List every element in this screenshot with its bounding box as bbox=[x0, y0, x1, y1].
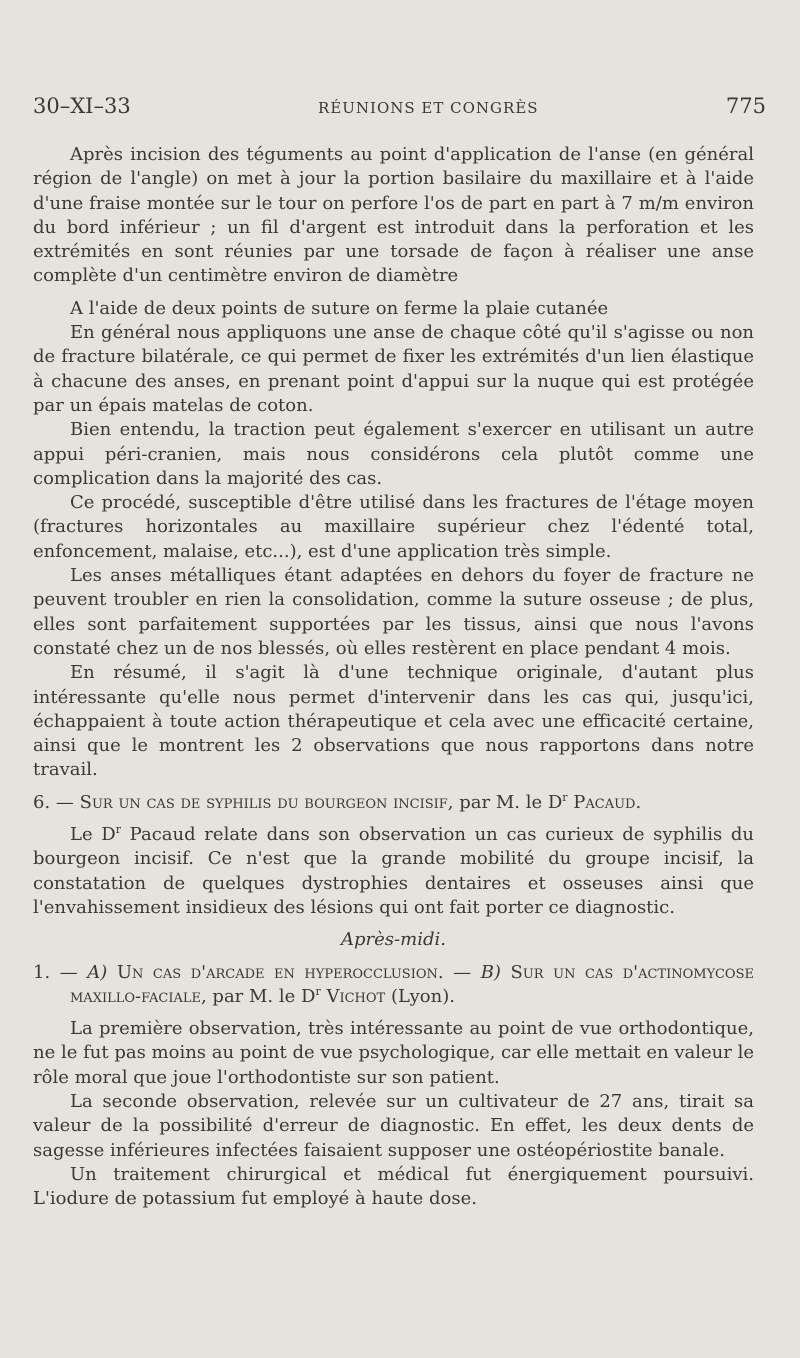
section-number: 1. — bbox=[33, 961, 78, 983]
label-a: A) bbox=[87, 961, 108, 983]
paragraph: La première observation, très intéressante au point de vue orthodontique, ne le fut pas moins au point de vue psychologique, car elle mettait en valeur le rôle moral que joue l'orthodontiste sur son patient. bbox=[33, 1018, 754, 1088]
section-author: Pacaud. bbox=[573, 791, 642, 813]
section-city: (Lyon). bbox=[390, 985, 455, 1007]
label-b: B) bbox=[480, 961, 501, 983]
section-by: par M. le D bbox=[459, 791, 563, 813]
paragraph: Bien entendu, la traction peut également s'exercer en utilisant un autre appui péri-cranien, mais nous considérons cela plutôt comme une complication dans la majorité des cas. bbox=[33, 419, 754, 489]
running-header bbox=[33, 94, 766, 124]
paragraph: Un traitement chirurgical et médical fut énergiquement poursuivi. L'iodure de potassium fut employé à haute dose. bbox=[33, 1163, 754, 1210]
paragraph: A l'aide de deux points de suture on ferme la plaie cutanée bbox=[70, 297, 609, 319]
section-by: par M. le D bbox=[212, 985, 316, 1007]
paragraph: Les anses métalliques étant adaptées en dehors du foyer de fracture ne peuvent troubler en rien la consolidation, comme la suture osseuse ; de plus, elles sont parfaitement supportées par les tissus, ainsi que nous l'avons constaté chez un de nos blessés, où elles restèrent en place pendant 4 mois. bbox=[33, 565, 754, 659]
section-title-a: Un cas d'arcade en hyperocclusion. bbox=[116, 961, 444, 983]
dr-superscript: r bbox=[315, 984, 321, 998]
section-title: Sur un cas de syphilis du bourgeon incisif, bbox=[79, 791, 454, 813]
paragraph: Après incision des téguments au point d'application de l'anse (en général région de l'angle) on met à jour la portion basilaire du maxillaire et à l'aide d'une fraise montée sur le tour on perfore l'os de part en part à 7 m/m environ du bord inférieur ; un fil d'argent est introduit dans la perforation et les extrémités en sont réunies par une torsade de façon à réaliser une anse complète d'un centimètre environ de diamètre bbox=[33, 144, 754, 287]
afternoon-heading: Après-midi. bbox=[341, 929, 446, 951]
paragraph: En résumé, il s'agit là d'une technique originale, d'autant plus intéressante qu'elle nous permet d'intervenir dans les cas qui, jusqu'ici, échappaient à toute action thérapeutique et cela avec une efficacité certaine, ainsi que le montrent les 2 observations que nous rapportons dans notre travail. bbox=[33, 662, 754, 781]
header-date: 30–XI–33 bbox=[33, 94, 131, 118]
paragraph: La seconde observation, relevée sur un cultivateur de 27 ans, tirait sa valeur de la possibilité d'erreur de diagnostic. En effet, les deux dents de sagesse inférieures infectées faisaient supposer une ostéopériostite banale. bbox=[33, 1090, 754, 1161]
section-author: Vichot bbox=[326, 985, 386, 1007]
section-number: 6. — bbox=[33, 791, 74, 813]
dr-superscript: r bbox=[562, 790, 568, 804]
dr-superscript: r bbox=[115, 823, 121, 837]
dash: — bbox=[453, 961, 472, 983]
paragraph bbox=[33, 823, 754, 920]
header-section-title: RÉUNIONS ET CONGRÈS bbox=[318, 99, 539, 117]
text-pre: Le D bbox=[70, 824, 116, 846]
section-title-b: Sur un cas d'actinomycose maxillo-faciale, bbox=[70, 961, 754, 1007]
section-heading-6 bbox=[33, 791, 754, 815]
page-body bbox=[33, 143, 754, 1211]
paragraph: Ce procédé, susceptible d'être utilisé dans les fractures de l'étage moyen (fractures horizontales au maxillaire supérieur chez l'édenté total, enfoncement, malaise, etc...), est d'une application très simple. bbox=[33, 492, 754, 562]
text-post: Pacaud relate dans son observation un cas curieux de syphilis du bourgeon incisif. Ce n'est que la grande mobilité du groupe incisif, la constatation de quelques dystrophies dentaires et osseuses ainsi que l'envahissement insidieux des lésions qui ont fait porter ce diagnostic. bbox=[33, 824, 754, 918]
paragraph: En général nous appliquons une anse de chaque côté qu'il s'agisse ou non de fracture bilatérale, ce qui permet de fixer les extrémités d'un lien élastique à chacune des anses, en prenant point d'appui sur la nuque qui est protégée par un épais matelas de coton. bbox=[33, 322, 754, 416]
page-number: 775 bbox=[725, 94, 766, 118]
section-heading-1 bbox=[33, 961, 754, 1010]
